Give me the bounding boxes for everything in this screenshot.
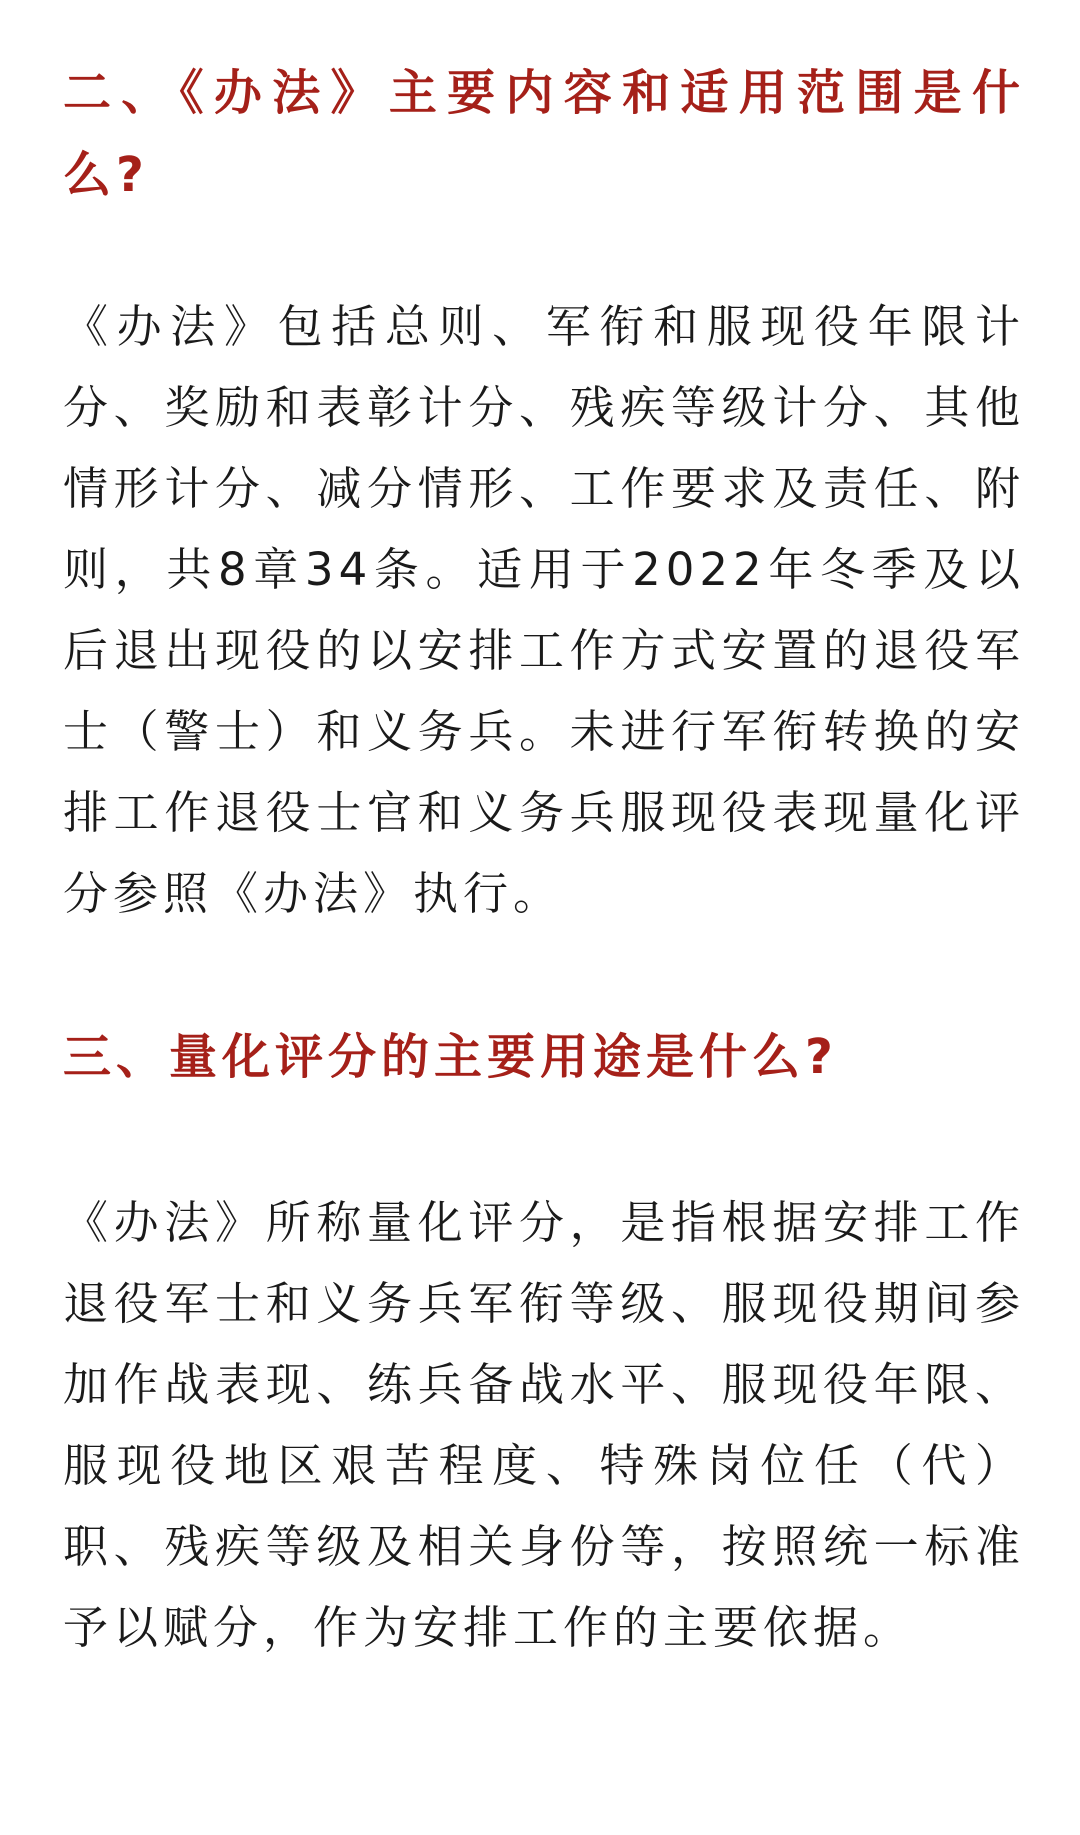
section-paragraph-scope: 《办法》包括总则、军衔和服现役年限计分、奖励和表彰计分、残疾等级计分、其他情形计分、减分情形、工作要求及责任、附则，共8章34条。适用于2022年冬季及以后退出现役的以安排工作方式安置的退役军士（警士）和义务兵。未进行军衔转换的安排工作退役士官和义务兵服现役表现量化评分参照《办法》执行。 [63, 300, 1025, 920]
section-paragraph-purpose: 《办法》所称量化评分，是指根据安排工作退役军士和义务兵军衔等级、服现役期间参加作战表现、练兵备战水平、服现役年限、服现役地区艰苦程度、特殊岗位任（代）职、残疾等级及相关身份等，按照统一标准予以赋分，作为安排工作的主要依据。 [63, 1196, 1025, 1654]
section-heading-scope: 二、《办法》主要内容和适用范围是什么? [63, 65, 1025, 203]
section-heading-purpose: 三、量化评分的主要用途是什么? [63, 1029, 838, 1085]
article-body [63, 52, 1025, 1668]
